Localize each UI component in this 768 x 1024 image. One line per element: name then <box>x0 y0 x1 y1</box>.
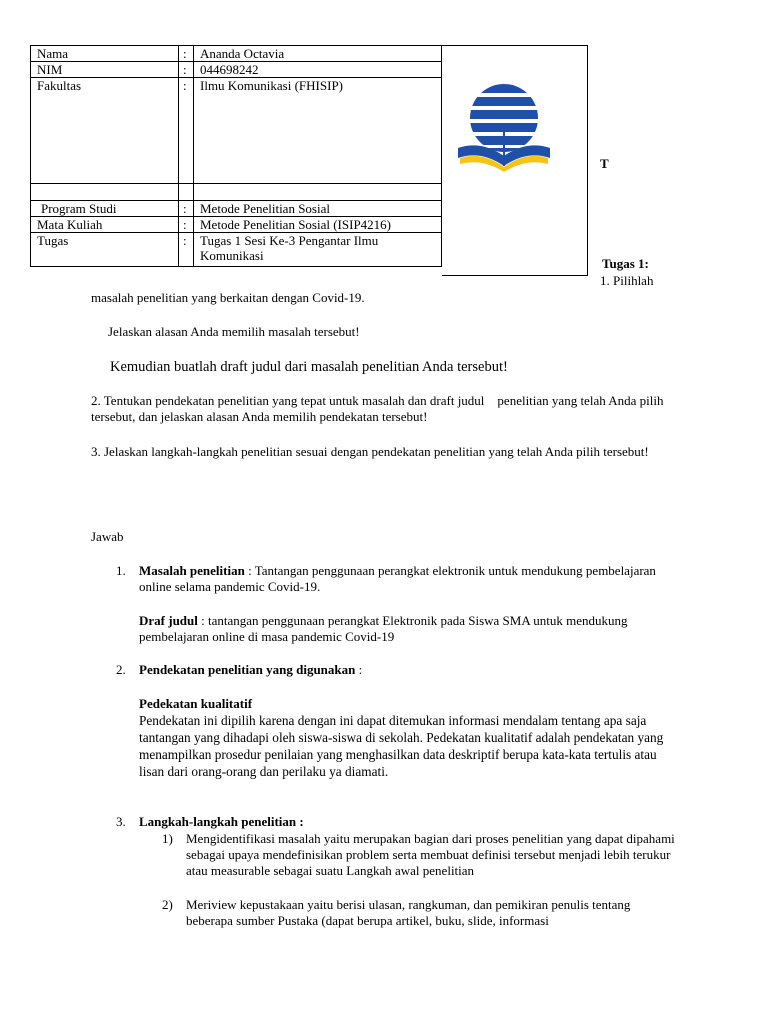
question-2: 2. Tentukan pendekatan penelitian yang tepat untuk masalah dan draft judul penelitian yang telah Anda pilih tersebut, dan jelaskan alasan Anda memilih pendekatan tersebut! <box>91 393 667 424</box>
answer-1-label: Masalah penelitian <box>139 563 245 578</box>
value-mata-kuliah: Metode Penelitian Sosial (ISIP4216) <box>194 217 442 233</box>
answer-2 <box>139 662 684 678</box>
university-logo-icon <box>454 82 554 182</box>
answer-3-label: Langkah-langkah penelitian : <box>139 814 304 829</box>
question-1-cont: masalah penelitian yang berkaitan dengan Covid-19. <box>91 290 365 305</box>
step-2-text: Meriview kepustakaan yaitu berisi ulasan, rangkuman, dan pemikiran penulis tentang beberapa sumber Pustaka (dapat berupa artikel, buku, slide, informasi <box>186 897 631 928</box>
question-1b: Jelaskan alasan Anda memilih masalah tersebut! <box>108 324 360 339</box>
step-2-number: 2) <box>162 897 173 912</box>
separator: : <box>179 201 194 217</box>
label-program-studi: Program Studi <box>31 201 179 217</box>
approach-label: Pedekatan kualitatif <box>139 696 253 711</box>
side-letter: T <box>600 156 609 171</box>
table-row <box>31 233 442 267</box>
separator: : <box>179 78 194 184</box>
value-nama: Ananda Octavia <box>194 46 442 62</box>
answer-heading: Jawab <box>91 529 124 544</box>
answer-2-label: Pendekatan penelitian yang digunakan <box>139 662 356 677</box>
step-1-number: 1) <box>162 831 173 846</box>
label-mata-kuliah: Mata Kuliah <box>31 217 179 233</box>
separator: : <box>179 217 194 233</box>
value-program-studi: Metode Penelitian Sosial <box>194 201 442 217</box>
table-row <box>31 46 442 62</box>
table-row <box>31 201 442 217</box>
answer-2-number: 2. <box>116 662 126 677</box>
label-fakultas: Fakultas <box>31 78 179 184</box>
question-1c: Kemudian buatlah draft judul dari masalah penelitian Anda tersebut! <box>110 359 508 375</box>
separator: : <box>179 62 194 78</box>
value-tugas: Tugas 1 Sesi Ke-3 Pengantar Ilmu Komunikasi <box>194 233 442 267</box>
tugas-heading: Tugas 1: <box>602 256 649 271</box>
question-3: 3. Jelaskan langkah-langkah penelitian sesuai dengan pendekatan penelitian yang telah Anda pilih tersebut! <box>91 444 649 459</box>
label-tugas: Tugas <box>31 233 179 267</box>
identity-table <box>30 45 442 267</box>
step-1-text: Mengidentifikasi masalah yaitu merupakan bagian dari proses penelitian yang dapat dipahami sebagai upaya mendefinisikan problem serta membuat definisi tersebut menjadi lebih terukur atau measurable sebagai suatu Langkah awal penelitian <box>186 831 675 878</box>
question-1-start: 1. Pilihlah <box>600 273 654 288</box>
separator: : <box>179 46 194 62</box>
draft-title-text: : tantangan penggunaan perangkat Elektronik pada Siswa SMA untuk mendukung pembelajaran online di masa pandemic Covid-19 <box>139 613 628 644</box>
answer-1 <box>139 563 684 595</box>
separator: : <box>179 233 194 267</box>
logo-cell <box>442 45 588 276</box>
draft-title-label: Draf judul <box>139 613 198 628</box>
approach-text: Pendekatan ini dipilih karena dengan ini dapat ditemukan informasi mendalam tentang apa saja tantangan yang dihadapi oleh siswa-siswa di sekolah. Pedekatan kualitatif adalah pendekatan yang menampilkan prosedur penilaian yang menghasilkan data deskriptif berupa kata-kata tertulis atau lisan dari orang-orang dan perilaku ya diamati. <box>139 713 664 779</box>
answer-3-number: 3. <box>116 814 126 829</box>
table-row <box>31 217 442 233</box>
value-nim: 044698242 <box>194 62 442 78</box>
table-row-empty <box>31 184 442 201</box>
value-fakultas: Ilmu Komunikasi (FHISIP) <box>194 78 442 184</box>
answer-1-number: 1. <box>116 563 126 578</box>
table-row <box>31 78 442 184</box>
draft-title <box>139 613 684 645</box>
answer-1-text: : Tantangan penggunaan perangkat elektronik untuk mendukung pembelajaran online selama pandemic Covid-19. <box>139 563 656 594</box>
table-row <box>31 62 442 78</box>
label-nama: Nama <box>31 46 179 62</box>
label-nim: NIM <box>31 62 179 78</box>
answer-2-colon: : <box>355 662 363 677</box>
